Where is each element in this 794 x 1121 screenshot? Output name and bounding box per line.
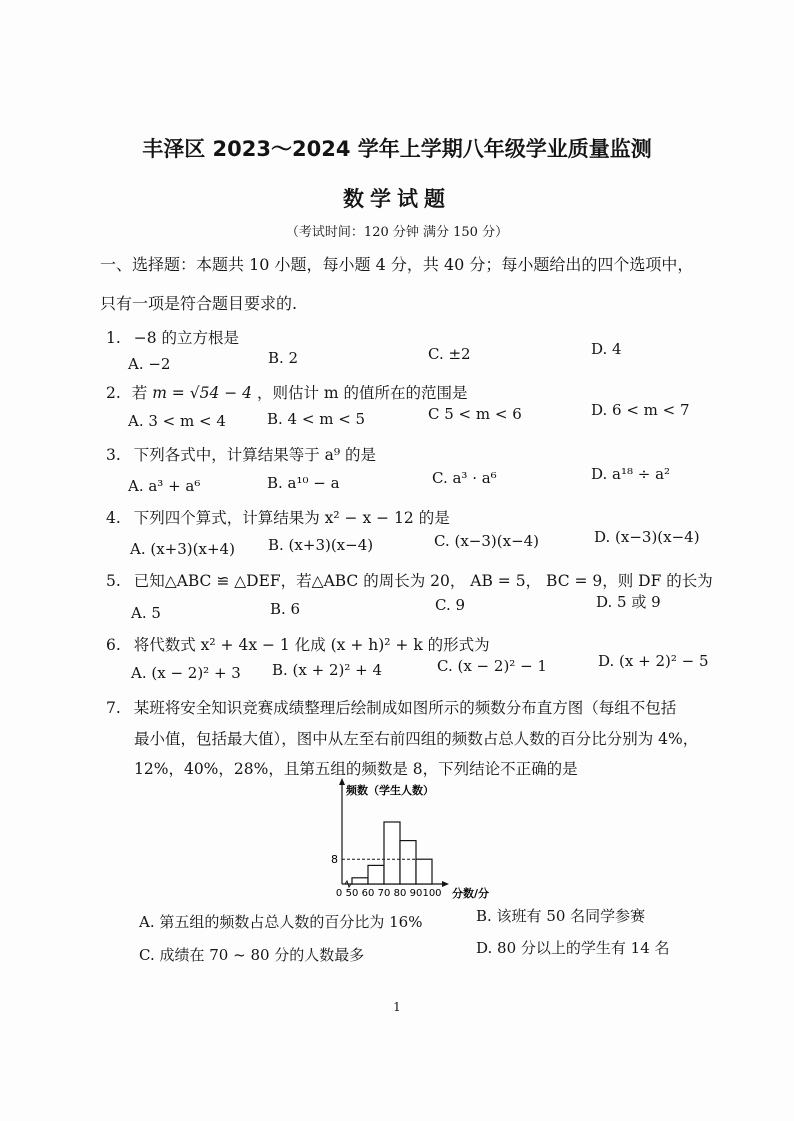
q1-stem xyxy=(106,326,239,348)
q6-number: 6. xyxy=(106,636,121,654)
q4-option-c: C. (x−3)(x−4) xyxy=(434,532,540,550)
y-tick-label: 8 xyxy=(331,853,338,867)
histogram-bar xyxy=(368,865,384,884)
x-axis-arrow xyxy=(442,881,449,887)
q4-option-a: A. (x+3)(x+4) xyxy=(130,540,235,558)
q4-number: 4. xyxy=(106,509,121,527)
q1-text: −8 的立方根是 xyxy=(133,329,240,347)
q2-text-post: ，则估计 m 的值所在的范围是 xyxy=(256,384,468,402)
histogram-bar xyxy=(384,822,400,884)
q3-number: 3. xyxy=(106,446,121,464)
q3-option-a: A. a³ + a⁶ xyxy=(128,477,201,495)
q3-stem xyxy=(106,443,376,465)
page-number: 1 xyxy=(393,1000,401,1014)
q7-stem-line3: 12%，40%，28%，且第五组的频数是 8，下列结论不正确的是 xyxy=(134,760,578,778)
q7-option-b: B. 该班有 50 名同学参赛 xyxy=(476,907,646,925)
q5-stem xyxy=(106,569,713,591)
exam-subtitle: 数学试题 xyxy=(343,187,451,211)
q1-number: 1. xyxy=(106,329,121,347)
x-axis-label: 分数/分 xyxy=(452,887,490,900)
x-tick-label: 70 xyxy=(377,888,391,899)
q2-formula: m = √54 − 4 xyxy=(152,384,253,402)
q1-option-b: B. 2 xyxy=(268,349,299,367)
q4-option-b: B. (x+3)(x−4) xyxy=(268,536,374,554)
section-heading-line2: 只有一项是符合题目要求的. xyxy=(100,294,298,313)
x-tick-label: 100 xyxy=(422,888,442,899)
q4-text: 下列四个算式，计算结果为 x² − x − 12 的是 xyxy=(133,509,450,527)
section-heading-line1: 一、选择题：本题共 10 小题，每小题 4 分，共 40 分；每小题给出的四个选项中， xyxy=(100,255,694,274)
page-title: 丰泽区 2023～2024 学年上学期八年级学业质量监测 xyxy=(142,137,652,161)
q7-option-c: C. 成绩在 70 ~ 80 分的人数最多 xyxy=(139,946,365,964)
x-tick-label: 0 xyxy=(335,888,343,899)
q6-option-d: D. (x + 2)² − 5 xyxy=(598,652,709,670)
q2-stem xyxy=(106,381,468,403)
q6-option-a: A. (x − 2)² + 3 xyxy=(131,664,241,682)
q5-text: 已知△ABC ≌ △DEF，若△ABC 的周长为 20， AB = 5， BC = 9，则 DF 的长为 xyxy=(133,572,713,590)
q7-stem-line2: 最小值，包括最大值），图中从左至右前四组的频数占总人数的百分比分别为 4%， xyxy=(134,730,699,748)
q3-option-d: D. a¹⁸ ÷ a² xyxy=(591,465,671,483)
q1-option-d: D. 4 xyxy=(591,340,622,358)
frequency-histogram xyxy=(320,775,520,905)
q5-option-a: A. 5 xyxy=(131,604,161,622)
q2-option-a: A. 3 < m < 4 xyxy=(128,412,226,430)
x-tick-label: 50 xyxy=(345,888,359,899)
q5-option-b: B. 6 xyxy=(270,600,301,618)
q5-option-d: D. 5 或 9 xyxy=(596,593,661,611)
q7-number: 7. xyxy=(106,699,121,717)
q2-option-c: C 5 < m < 6 xyxy=(428,405,522,423)
histogram-bar xyxy=(352,878,368,884)
y-axis-arrow xyxy=(339,778,345,785)
q6-text: 将代数式 x² + 4x − 1 化成 (x + h)² + k 的形式为 xyxy=(133,636,490,654)
q5-number: 5. xyxy=(106,572,121,590)
x-tick-label: 80 xyxy=(393,888,407,899)
q3-option-c: C. a³ · a⁶ xyxy=(432,469,497,487)
histogram-bar xyxy=(400,841,416,884)
q4-stem xyxy=(106,506,450,528)
q7-option-a: A. 第五组的频数占总人数的百分比为 16% xyxy=(139,913,423,931)
q3-option-b: B. a¹⁰ − a xyxy=(267,474,340,492)
q2-option-d: D. 6 < m < 7 xyxy=(591,401,690,419)
q3-text: 下列各式中，计算结果等于 a⁹ 的是 xyxy=(133,446,377,464)
histogram-bar xyxy=(416,859,432,884)
x-tick-label: 60 xyxy=(361,888,375,899)
q7-text-line1: 某班将安全知识竞赛成绩整理后绘制成如图所示的频数分布直方图（每组不包括 xyxy=(133,699,677,717)
q6-option-b: B. (x + 2)² + 4 xyxy=(272,661,383,679)
q1-option-a: A. −2 xyxy=(128,355,171,373)
x-tick-label: 90 xyxy=(409,888,423,899)
q5-option-c: C. 9 xyxy=(435,596,466,614)
y-axis-label: 频数（学生人数） xyxy=(346,784,434,797)
q4-option-d: D. (x−3)(x−4) xyxy=(594,528,700,546)
q2-number: 2. xyxy=(106,384,121,402)
q6-stem xyxy=(106,633,490,655)
q2-option-b: B. 4 < m < 5 xyxy=(267,410,366,428)
q2-text-pre: 若 xyxy=(131,384,148,402)
q6-option-c: C. (x − 2)² − 1 xyxy=(437,657,547,675)
q7-option-d: D. 80 分以上的学生有 14 名 xyxy=(476,939,670,957)
q7-stem-line1 xyxy=(106,696,676,718)
q1-option-c: C. ±2 xyxy=(428,345,471,363)
exam-info: （考试时间：120 分钟 满分 150 分） xyxy=(285,225,509,240)
